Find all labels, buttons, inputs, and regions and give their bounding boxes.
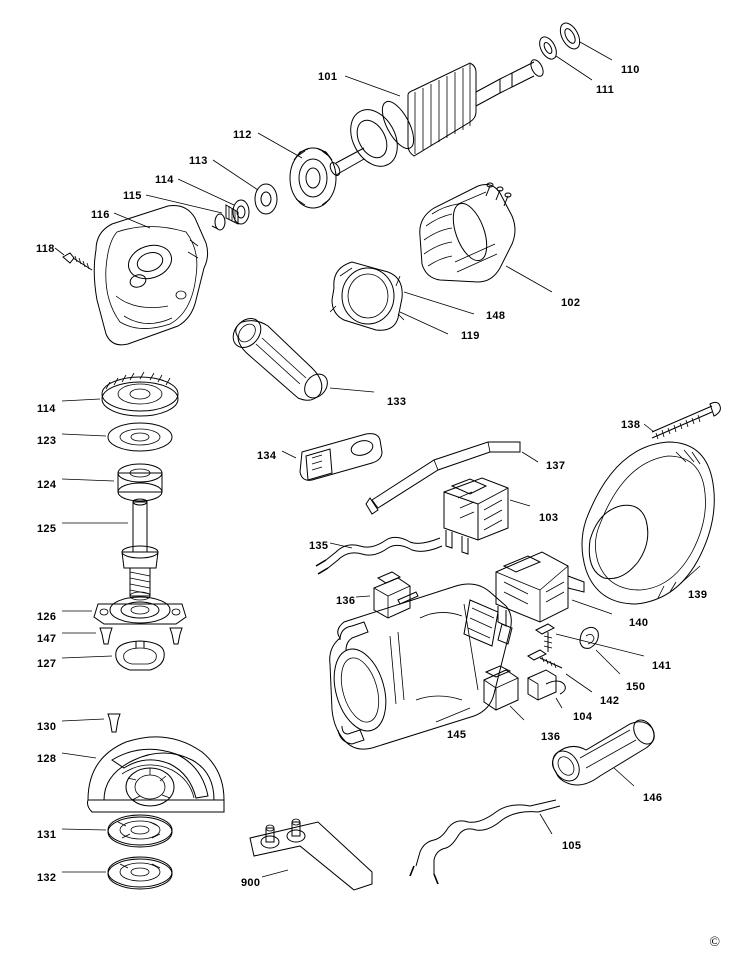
- part-brush-holder-136-left: [356, 572, 418, 618]
- part-label-131: 131: [37, 829, 57, 841]
- part-clamp-nut-132: [62, 857, 172, 889]
- part-bearing-retainer-113: [213, 160, 277, 214]
- part-spanner-900: [250, 819, 372, 890]
- part-switch-slider-134: [282, 434, 382, 481]
- part-motor-housing-145: [325, 584, 512, 749]
- part-label-130: 130: [37, 721, 57, 733]
- part-brush-holder-136-right: [484, 666, 524, 720]
- part-retaining-clip-127: [62, 641, 164, 670]
- part-label-900: 900: [241, 877, 261, 889]
- part-guard-128: [62, 737, 224, 812]
- part-label-103: 103: [539, 512, 559, 524]
- part-clip-150: [580, 627, 620, 674]
- part-carbon-brush-104: [528, 670, 565, 708]
- part-brush-ring-119: [330, 262, 474, 334]
- part-washer-123: [62, 423, 172, 451]
- part-label-111: 111: [596, 84, 615, 96]
- part-housing-cover-139: [582, 442, 714, 604]
- part-label-138: 138: [621, 419, 641, 431]
- part-wire-lead-135: [316, 537, 442, 574]
- part-label-124: 124: [37, 479, 57, 491]
- part-label-139: 139: [688, 589, 708, 601]
- part-label-127: 127: [37, 658, 57, 670]
- part-screw-141: [536, 624, 644, 656]
- part-label-133: 133: [387, 396, 407, 408]
- part-gear-case-116: [94, 206, 207, 345]
- part-long-screw-138: [644, 402, 720, 439]
- part-label-141: 141: [652, 660, 672, 672]
- part-label-137: 137: [546, 460, 566, 472]
- part-rear-handle-146: [547, 716, 658, 786]
- part-brush-terminal-140: [496, 552, 612, 626]
- part-bearing-124: [62, 464, 162, 501]
- part-label-104: 104: [573, 711, 593, 723]
- part-side-handle-133: [228, 313, 374, 402]
- part-label-126: 126: [37, 611, 57, 623]
- part-label-115: 115: [123, 190, 142, 202]
- part-power-cord-105: [410, 800, 560, 884]
- part-bearing-110: [556, 20, 612, 60]
- part-switch-lever-137: [366, 442, 538, 514]
- part-label-134: 134: [257, 450, 277, 462]
- part-spindle-125: [62, 499, 158, 600]
- part-label-114-b: 114: [37, 403, 56, 415]
- part-label-123: 123: [37, 435, 57, 447]
- part-label-102: 102: [561, 297, 581, 309]
- part-label-147: 147: [37, 633, 57, 645]
- part-label-146: 146: [643, 792, 663, 804]
- part-screw-130: [62, 714, 120, 732]
- part-label-128: 128: [37, 753, 57, 765]
- part-label-136-b: 136: [541, 731, 561, 743]
- part-label-105: 105: [562, 840, 582, 852]
- part-label-119: 119: [461, 330, 480, 342]
- part-label-113: 113: [189, 155, 208, 167]
- part-switch-103: [444, 478, 530, 554]
- part-label-142: 142: [600, 695, 620, 707]
- part-bevel-gear-114: [62, 372, 178, 416]
- part-label-112: 112: [233, 129, 252, 141]
- part-label-136-a: 136: [336, 595, 356, 607]
- part-label-148: 148: [486, 310, 506, 322]
- part-baffle-plate-112: [258, 133, 336, 208]
- part-screw-147: [62, 628, 182, 644]
- part-label-110: 110: [621, 64, 640, 76]
- part-label-150: 150: [626, 681, 646, 693]
- part-screw-118: [55, 248, 92, 270]
- part-label-145: 145: [447, 729, 467, 741]
- part-label-114-a: 114: [155, 174, 174, 186]
- part-armature-101: [328, 58, 545, 177]
- part-bearing-plate-126: [62, 597, 186, 624]
- copyright-symbol: ©: [709, 935, 720, 950]
- part-label-140: 140: [629, 617, 649, 629]
- part-inner-flange-131: [62, 815, 172, 847]
- part-label-101: 101: [318, 71, 338, 83]
- part-label-118: 118: [36, 243, 55, 255]
- part-label-132: 132: [37, 872, 57, 884]
- part-label-116: 116: [91, 209, 110, 221]
- part-label-125: 125: [37, 523, 57, 535]
- part-label-135: 135: [309, 540, 329, 552]
- part-field-stator-102: [420, 183, 552, 292]
